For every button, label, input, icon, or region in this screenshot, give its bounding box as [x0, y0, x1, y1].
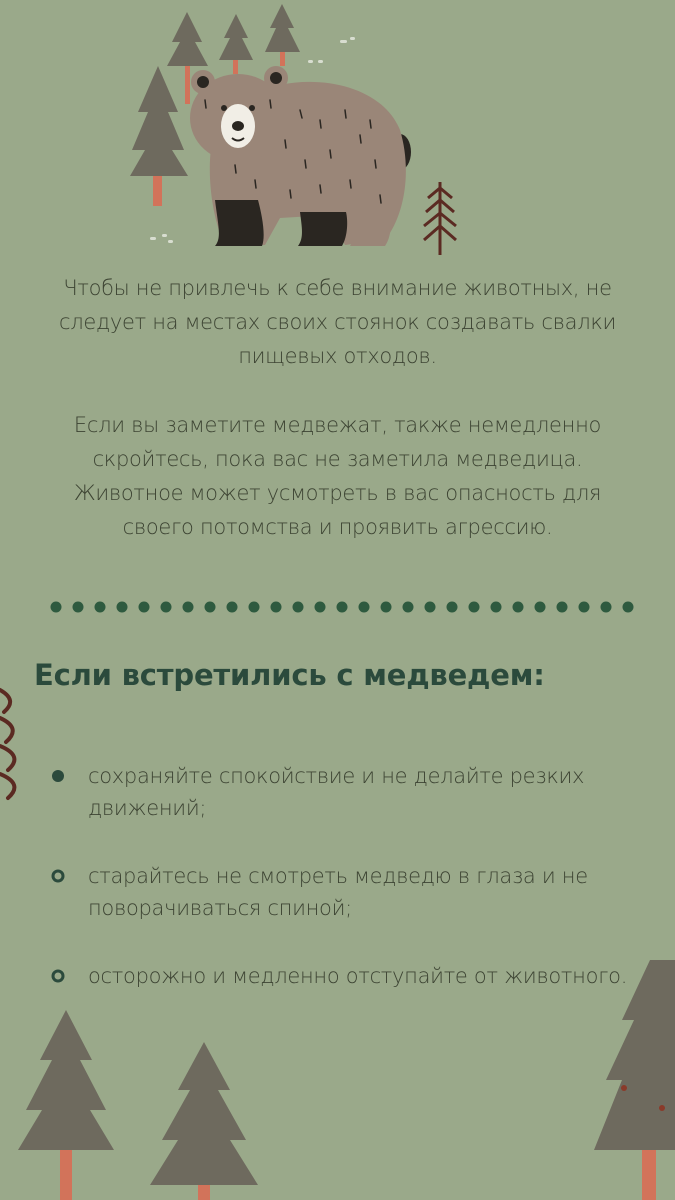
dot-bullet-icon — [50, 868, 66, 884]
swirl-decoration — [0, 690, 14, 798]
pine-tree-icon — [594, 960, 675, 1200]
pine-tree-icon — [150, 1042, 258, 1200]
pine-sprig-icon — [424, 182, 456, 255]
dot-bullet-icon — [50, 968, 66, 984]
dot-bullet-icon — [50, 768, 66, 784]
list-item-text: осторожно и медленно отступайте от животного. — [88, 964, 628, 988]
pine-tree-icon — [130, 66, 188, 206]
list-item-text: старайтесь не смотреть медведю в глаза и не поворачиваться спиной; — [88, 864, 588, 920]
intro-paragraph-2: Если вы заметите медвежат, также немедленно скройтесь, пока вас не заметила медведица. Животное может усмотреть в вас опасность для своего потомства и проявить агрессию. — [73, 413, 602, 539]
list-item-text: сохраняйте спокойствие и не делайте резких движений; — [88, 764, 585, 820]
bear-illustration — [190, 66, 411, 246]
pine-tree-icon — [18, 1010, 114, 1200]
pine-tree-icon — [219, 14, 253, 74]
dotted-divider — [48, 598, 638, 616]
pine-tree-icon — [265, 4, 300, 66]
section-heading: Если встретились с медведем: — [34, 658, 545, 692]
intro-paragraph-1: Чтобы не привлечь к себе внимание животных, не следует на местах своих стоянок создавать свалки пищевых отходов. — [58, 276, 617, 368]
